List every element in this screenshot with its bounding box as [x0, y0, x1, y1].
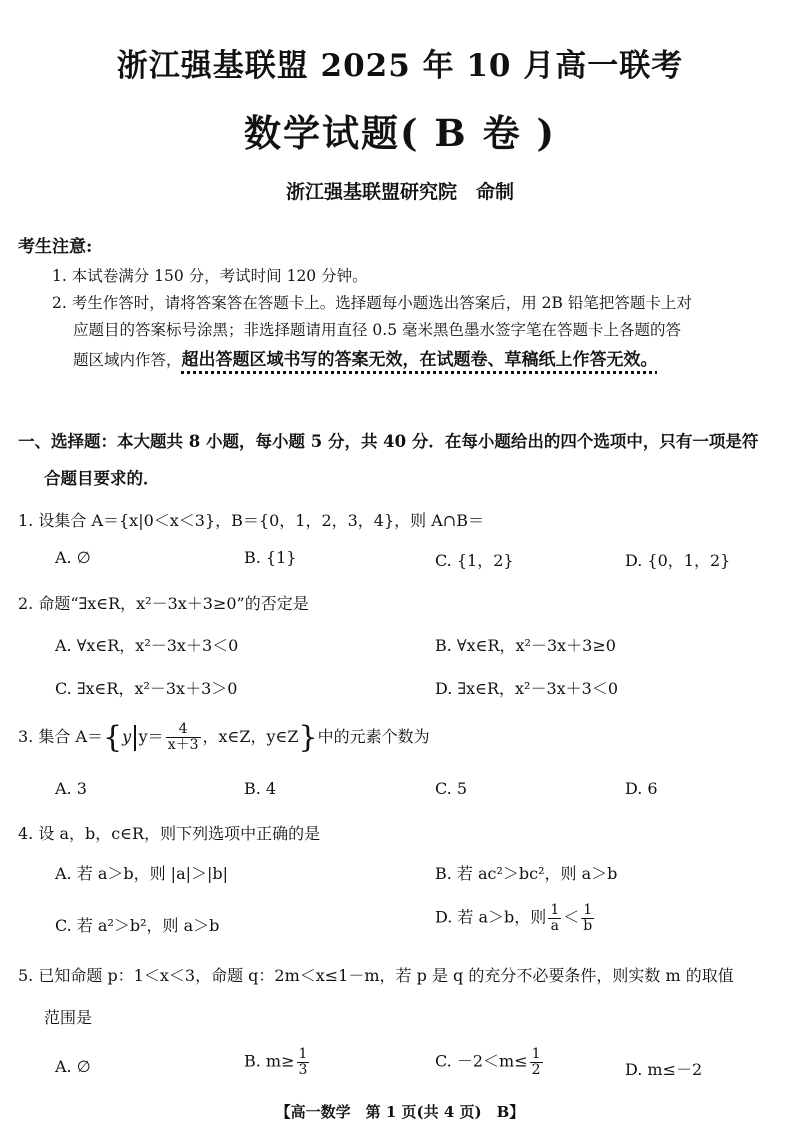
section-1-heading-cont: 合题目要求的．: [44, 469, 160, 488]
question-2-stem: 2. 命题“∃x∈R，x²－3x＋3≥0”的否定是: [18, 594, 309, 613]
question-3-stem: [18, 720, 430, 755]
question-2-option-a: A. ∀x∈R，x²－3x＋3＜0: [55, 636, 239, 655]
section-1-heading: 一、选择题：本大题共 8 小题，每小题 5 分，共 40 分．在每小题给出的四个选项中，只有一项是符: [18, 432, 759, 451]
question-5-b-fraction: [297, 1047, 310, 1077]
question-3-suffix: 中的元素个数为: [317, 727, 430, 746]
question-3-option-b: B. 4: [244, 779, 277, 798]
question-3-set-var: y: [122, 727, 132, 746]
fraction-denominator: a: [550, 917, 559, 934]
exam-author: 浙江强基联盟研究院 命制: [285, 181, 514, 203]
question-5-c-prefix: C. －2＜m≤: [435, 1051, 528, 1071]
fraction-numerator: 1: [550, 902, 560, 918]
notice-heading: 考生注意:: [18, 237, 93, 257]
question-4-fraction-2: [581, 903, 594, 933]
notice-item-2-line-3: [73, 345, 658, 370]
question-3-option-a: A. 3: [55, 779, 87, 798]
question-1-option-a: A. ∅: [55, 548, 91, 567]
question-3-option-c: C. 5: [435, 779, 468, 798]
question-5-c-fraction: [530, 1047, 543, 1077]
question-3-prefix: 3. 集合 A＝: [18, 727, 103, 746]
question-5-option-d: D. m≤－2: [625, 1060, 703, 1079]
exam-subtitle: 数学试题( B 卷 ): [244, 111, 556, 155]
notice-item-2-plain: 题区域内作答，: [73, 351, 182, 369]
question-1-stem: 1. 设集合 A＝{x|0＜x＜3}，B＝{0，1，2，3，4}，则 A∩B＝: [18, 511, 484, 530]
fraction-denominator: 2: [531, 1061, 541, 1078]
question-4-d-prefix: D. 若 a＞b，则: [435, 907, 547, 927]
left-brace-icon: {: [103, 720, 123, 755]
notice-item-1: 1. 本试卷满分 150 分，考试时间 120 分钟。: [52, 267, 368, 285]
question-4-option-c: C. 若 a²＞b²，则 a＞b: [55, 916, 220, 935]
fraction-numerator: 1: [298, 1046, 308, 1062]
fraction-numerator: 1: [531, 1046, 541, 1062]
notice-item-2-line-1: 2. 考生作答时，请将答案答在答题卡上。选择题每小题选出答案后，用 2B 铅笔把答题卡上对: [52, 294, 692, 312]
notice-item-2-line-2: 应题目的答案标号涂黑；非选择题请用直径 0.5 毫米黑色墨水签字笔在答题卡上各题的答: [73, 321, 682, 339]
question-5-b-prefix: B. m≥: [244, 1051, 295, 1071]
page-footer: 【高一数学 第 1 页(共 4 页) B】: [275, 1103, 525, 1121]
question-3-set-cond: ，x∈Z，y∈Z: [202, 727, 299, 746]
question-1-option-d: D. {0，1，2}: [625, 551, 731, 570]
question-1-option-c: C. {1，2}: [435, 551, 514, 570]
question-4-option-d: [435, 903, 596, 933]
question-5-option-b: [244, 1047, 311, 1077]
question-3-option-d: D. 6: [625, 779, 658, 798]
fraction-numerator: 4: [166, 722, 201, 738]
question-1-option-b: B. {1}: [244, 548, 297, 567]
question-5-stem-line-1: 5. 已知命题 p：1＜x＜3，命题 q：2m＜x≤1－m，若 p 是 q 的充分不必要条件，则实数 m 的取值: [18, 966, 734, 985]
exam-title: 浙江强基联盟 2025 年 10 月高一联考: [116, 48, 684, 84]
question-2-option-c: C. ∃x∈R，x²－3x＋3＞0: [55, 679, 238, 698]
question-5-option-c: [435, 1047, 545, 1077]
notice-item-2-emphasis: 超出答题区域书写的答案无效，在试题卷、草稿纸上作答无效。: [181, 350, 658, 370]
question-5-stem-line-2: 范围是: [44, 1008, 93, 1027]
question-4-d-relation: ＜: [563, 907, 580, 927]
fraction-numerator: 1: [581, 903, 594, 919]
question-4-option-a: A. 若 a＞b，则 |a|＞|b|: [55, 864, 229, 883]
right-brace-icon: }: [298, 720, 318, 755]
set-divider-icon: [134, 725, 136, 751]
question-3-fraction: [166, 722, 201, 752]
question-4-fraction-1: [548, 903, 561, 933]
fraction-denominator: x＋3: [167, 737, 199, 753]
question-2-option-d: D. ∃x∈R，x²－3x＋3＜0: [435, 679, 619, 698]
question-3-set-eq: y＝: [138, 727, 164, 746]
fraction-denominator: b: [583, 917, 593, 934]
question-4-stem: 4. 设 a，b，c∈R，则下列选项中正确的是: [18, 824, 321, 843]
question-2-option-b: B. ∀x∈R，x²－3x＋3≥0: [435, 636, 616, 655]
question-5-option-a: A. ∅: [55, 1057, 91, 1076]
question-4-option-b: B. 若 ac²＞bc²，则 a＞b: [435, 864, 618, 883]
fraction-denominator: 3: [298, 1061, 308, 1078]
